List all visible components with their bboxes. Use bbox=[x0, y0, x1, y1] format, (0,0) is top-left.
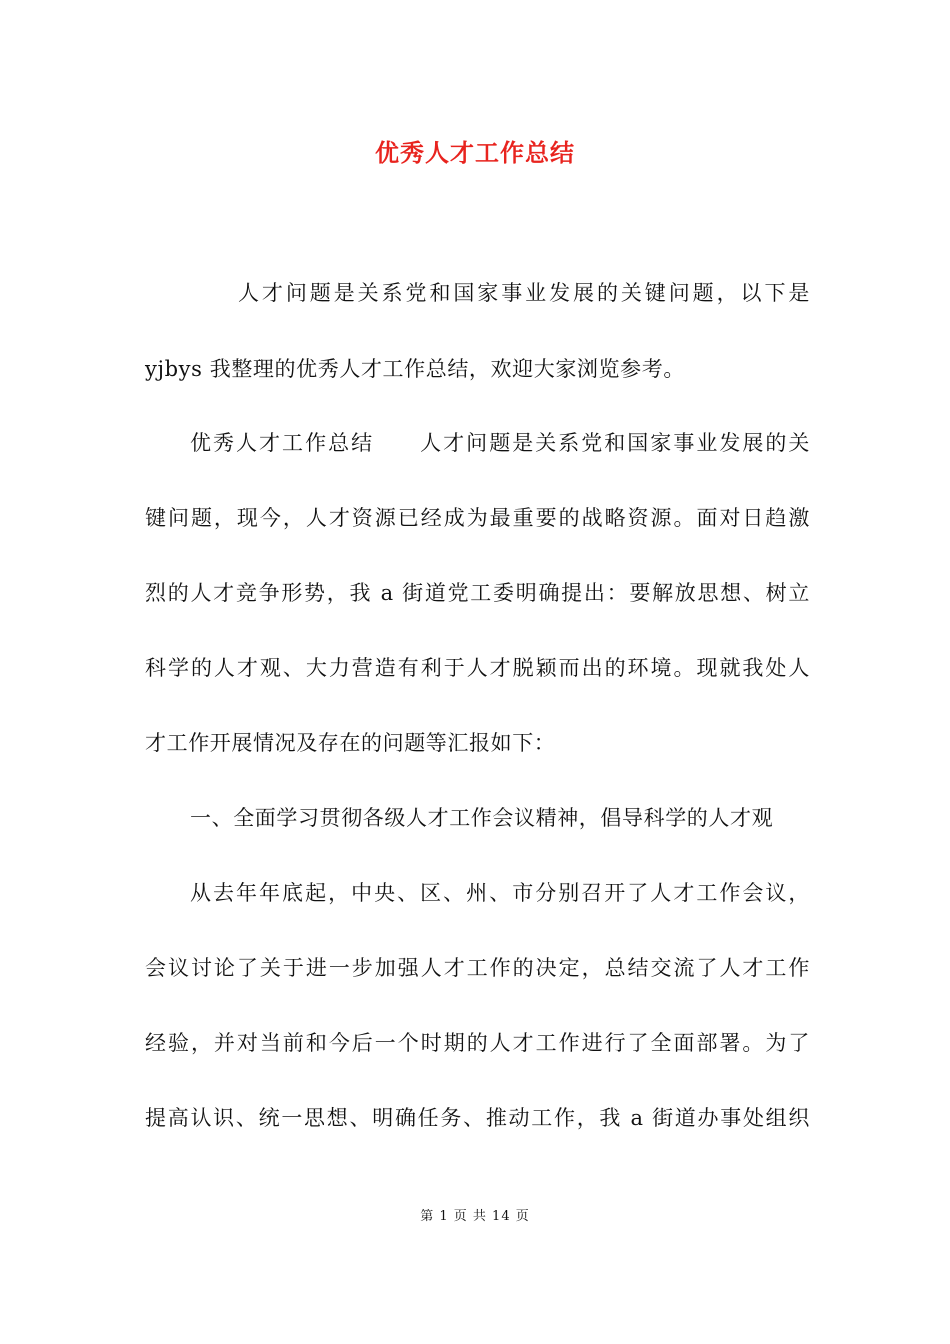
text-line-4: 键问题，现今，人才资源已经成为最重要的战略资源。面对日趋激 bbox=[145, 506, 810, 530]
text-line-10: 会议讨论了关于进一步加强人才工作的决定，总结交流了人才工作 bbox=[145, 956, 810, 980]
text-line-7: 才工作开展情况及存在的问题等汇报如下： bbox=[145, 731, 556, 755]
text-line-3: 优秀人才工作总结 人才问题是关系党和国家事业发展的关 bbox=[190, 431, 810, 455]
text-line-5: 烈的人才竞争形势，我 a 街道党工委明确提出：要解放思想、树立 bbox=[145, 581, 810, 605]
document-title: 优秀人才工作总结 bbox=[375, 139, 575, 167]
text-line-1: 人才问题是关系党和国家事业发展的关键问题，以下是 bbox=[238, 281, 810, 305]
text-line-8: 一、全面学习贯彻各级人才工作会议精神，倡导科学的人才观 bbox=[190, 806, 774, 830]
text-line-11: 经验，并对当前和今后一个时期的人才工作进行了全面部署。为了 bbox=[145, 1031, 810, 1055]
text-line-9: 从去年年底起，中央、区、州、市分别召开了人才工作会议， bbox=[190, 881, 810, 905]
text-line-2: yjbys 我整理的优秀人才工作总结，欢迎大家浏览参考。 bbox=[145, 357, 685, 381]
text-line-12: 提高认识、统一思想、明确任务、推动工作，我 a 街道办事处组织 bbox=[145, 1106, 810, 1130]
page-number-footer: 第 1 页 共 14 页 bbox=[420, 1209, 530, 1224]
text-line-6: 科学的人才观、大力营造有利于人才脱颖而出的环境。现就我处人 bbox=[145, 656, 810, 680]
